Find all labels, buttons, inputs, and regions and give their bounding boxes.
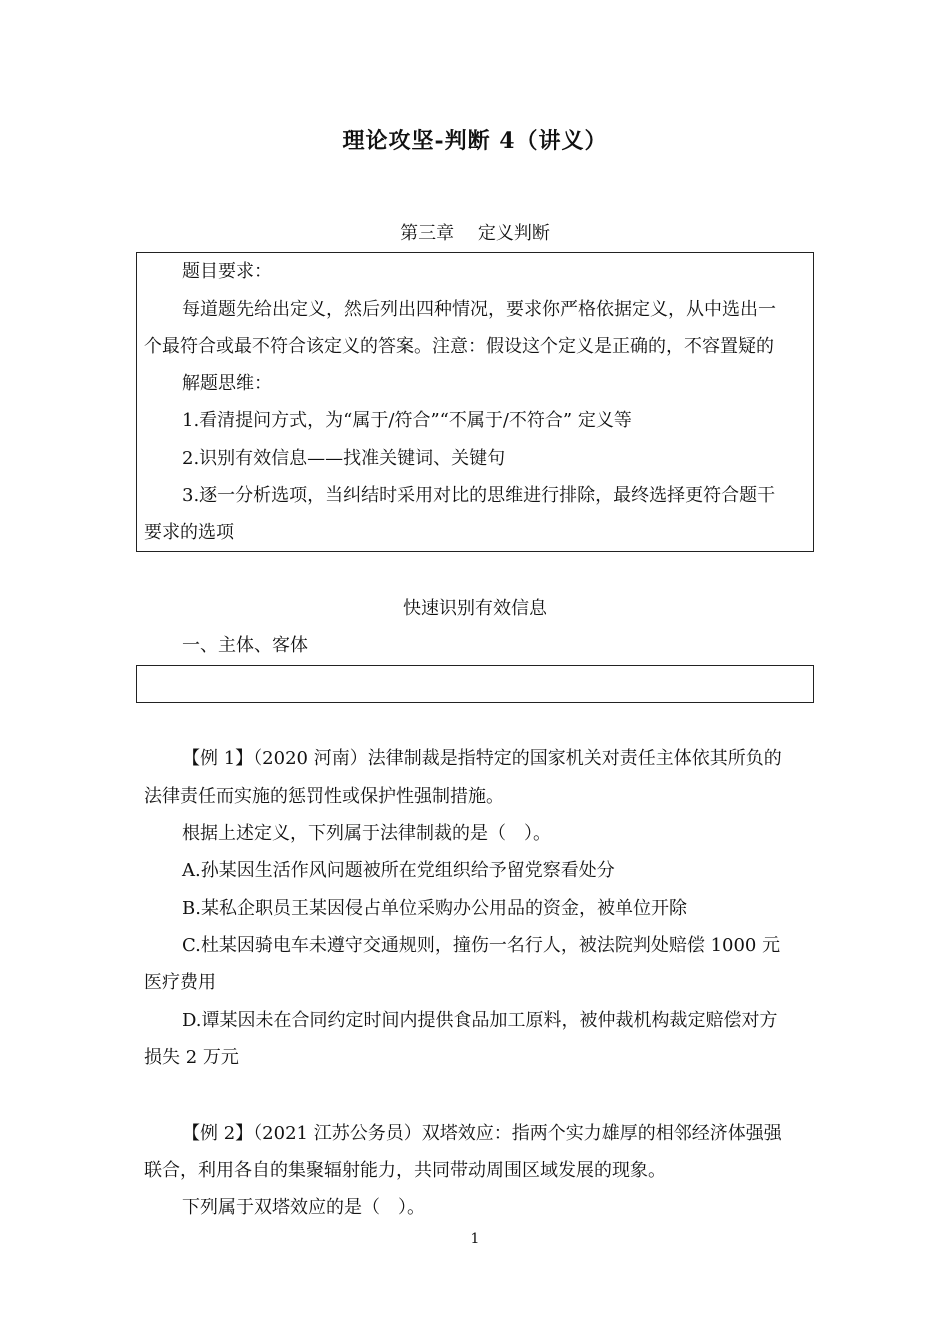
example1-line1: 【例 1】（2020 河南）法律制裁是指特定的国家机关对责任主体依其所负的 (182, 748, 782, 769)
example1-question: 根据上述定义，下列属于法律制裁的是（ ）。 (182, 823, 551, 844)
example1-option-c-line2: 医疗费用 (144, 972, 216, 993)
example1-option-a: A.孙某因生活作风问题被所在党组织给予留党察看处分 (182, 860, 615, 881)
example2-line2: 联合，利用各自的集聚辐射能力，共同带动周围区域发展的现象。 (144, 1160, 666, 1181)
thinking-step-1: 1.看清提问方式，为“属于/符合”“不属于/不符合” 定义等 (182, 410, 632, 431)
thinking-step-3-line1: 3.逐一分析选项，当纠结时采用对比的思维进行排除，最终选择更符合题干 (182, 485, 776, 506)
example1-option-c-line1: C.杜某因骑电车未遵守交通规则，撞伤一名行人，被法院判处赔偿 1000 元 (182, 935, 781, 956)
example1-option-b: B.某私企职员王某因侵占单位采购办公用品的资金，被单位开除 (182, 898, 687, 919)
document-title: 理论攻坚-判断 4（讲义） (342, 128, 608, 154)
page-number: 1 (470, 1231, 480, 1247)
requirements-desc-line2: 个最符合或最不符合该定义的答案。注意：假设这个定义是正确的，不容置疑的 (144, 336, 774, 357)
example1-line2: 法律责任而实施的惩罚性或保护性强制措施。 (144, 786, 504, 807)
thinking-step-2: 2.识别有效信息——找准关键词、关键句 (182, 448, 506, 469)
thinking-heading: 解题思维： (182, 373, 272, 394)
thinking-step-3-line2: 要求的选项 (144, 522, 234, 543)
requirements-heading: 题目要求： (182, 261, 272, 282)
example1-option-d-line1: D.谭某因未在合同约定时间内提供食品加工原料，被仲裁机构裁定赔偿对方 (182, 1010, 778, 1031)
section-heading: 快速识别有效信息 (403, 598, 547, 619)
chapter-heading: 第三章 定义判断 (400, 223, 550, 244)
example2-question: 下列属于双塔效应的是（ ）。 (182, 1197, 425, 1218)
subsection-heading: 一、主体、客体 (182, 635, 308, 656)
example2-line1: 【例 2】（2021 江苏公务员）双塔效应：指两个实力雄厚的相邻经济体强强 (182, 1123, 782, 1144)
requirements-desc-line1: 每道题先给出定义，然后列出四种情况，要求你严格依据定义，从中选出一 (182, 299, 776, 320)
empty-notes-box (136, 665, 814, 703)
example1-option-d-line2: 损失 2 万元 (144, 1047, 239, 1068)
